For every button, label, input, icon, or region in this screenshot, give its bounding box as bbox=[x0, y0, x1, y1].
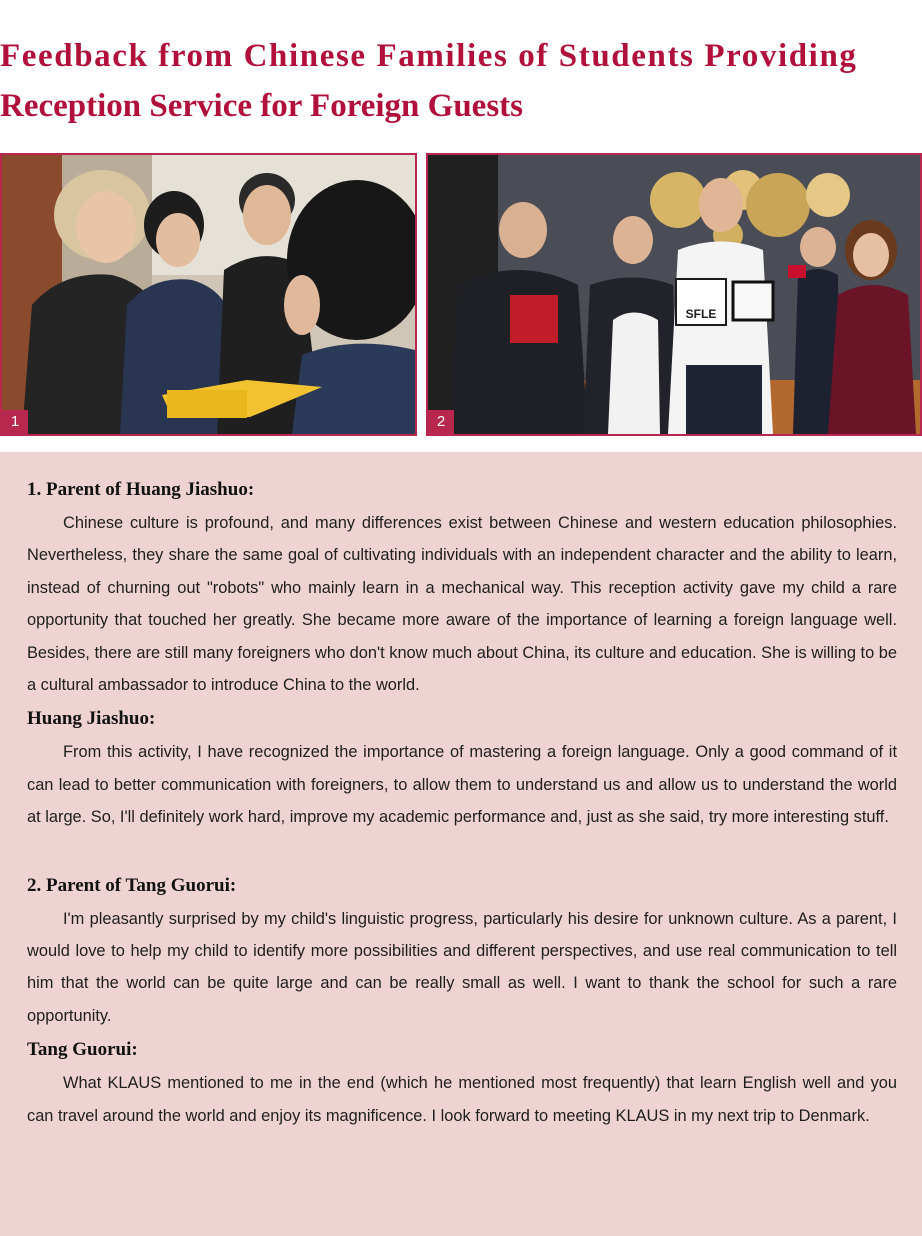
plaque-text: SFLE bbox=[685, 307, 717, 321]
photo-2-illustration bbox=[428, 155, 920, 434]
section-heading-tang: Tang Guorui: bbox=[27, 1039, 138, 1061]
photo-2-number: 2 bbox=[428, 410, 454, 434]
title-line-2: Reception Service for Foreign Guests bbox=[0, 88, 524, 124]
section-heading-huang: Huang Jiashuo: bbox=[27, 708, 156, 730]
section-heading-parent-tang: 2. Parent of Tang Guorui: bbox=[27, 874, 237, 896]
section-heading-parent-huang: 1. Parent of Huang Jiashuo: bbox=[27, 479, 255, 500]
section-body-tang: What KLAUS mentioned to me in the end (which he mentioned most frequently) that learn English well and you can travel around the world and enjoy its magnificence. I look forward to meeting KLAUS in my next trip to Denmark. bbox=[27, 1074, 897, 1125]
title-line-1: Feedback from Chinese Families of Students Providing bbox=[0, 38, 858, 74]
feedback-content bbox=[27, 478, 897, 1132]
section-body-huang: From this activity, I have recognized the importance of mastering a foreign language. Only a good command of it can lead to better communication with foreigners, to allow them to understand us and allow us to understand the world at large. So, I'll definitely work hard, improve my academic performance and, just as she said, try more interesting stuff. bbox=[27, 743, 897, 827]
photo-1 bbox=[0, 153, 417, 436]
section-body-parent-huang: Chinese culture is profound, and many differences exist between Chinese and western education philosophies. Nevertheless, they share the same goal of cultivating individuals with an independent character and the ability to learn, instead of churning out "robots" who mainly learn in a mechanical way. This reception activity gave my child a rare opportunity that touched her greatly. She became more aware of the importance of learning a foreign language well. Besides, there are still many foreigners who don't know much about China, its culture and education. She is willing to be a cultural ambassador to introduce China to the world. bbox=[27, 514, 897, 695]
section-body-parent-tang: I'm pleasantly surprised by my child's linguistic progress, particularly his desire for unknown culture. As a parent, I would love to help my child to identify more possibilities and different perspectives, and use real communication to tell him that the world can be quite large and can be really small as well. I want to thank the school for such a rare opportunity. bbox=[27, 909, 897, 1025]
feedback-panel bbox=[0, 452, 922, 1236]
photo-1-illustration bbox=[2, 155, 415, 434]
photo-2 bbox=[426, 153, 922, 436]
photo-1-number: 1 bbox=[2, 410, 28, 434]
page-title bbox=[0, 34, 922, 128]
